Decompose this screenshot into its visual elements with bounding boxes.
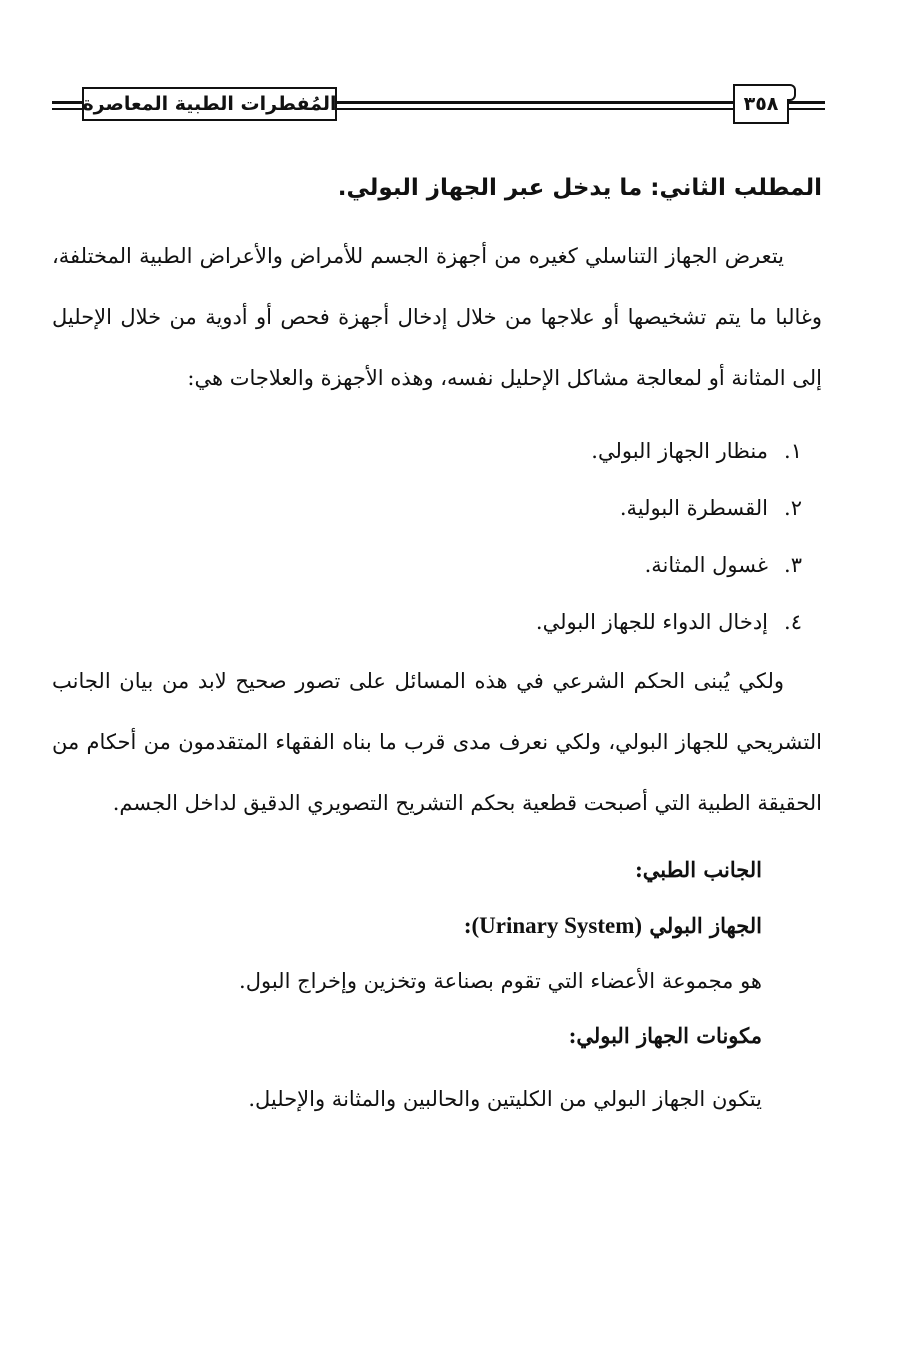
- urinary-system-heading-ar: الجهاز البولي: [649, 913, 762, 938]
- page-number-tag: [733, 84, 789, 124]
- section-heading-title: ما يدخل عبر الجهاز البولي.: [337, 175, 643, 201]
- components-text: يتكون الجهاز البولي من الكليتين والحالبين والمثانة والإحليل.: [248, 1087, 762, 1111]
- urinary-system-definition: هو مجموعة الأعضاء التي تقوم بصناعة وتخزين وإخراج البول.: [239, 969, 762, 993]
- list-item: [52, 480, 802, 537]
- urinary-system-heading-colon: :: [463, 913, 472, 938]
- running-header: [52, 84, 825, 128]
- list-item-text: القسطرة البولية.: [619, 496, 768, 520]
- book-title: المُفطرات الطبية المعاصرة: [82, 93, 337, 115]
- list-item-number: ٣.: [784, 553, 802, 577]
- list-item-number: ٤.: [784, 610, 802, 634]
- treatments-list: [52, 423, 822, 651]
- components-heading: مكونات الجهاز البولي:: [568, 1023, 762, 1048]
- urinary-system-heading-en: (Urinary System): [471, 913, 643, 938]
- list-item-text: إدخال الدواء للجهاز البولي.: [535, 610, 768, 634]
- anatomy-intro-paragraph: ولكي يُبنى الحكم الشرعي في هذه المسائل على تصور صحيح لابد من بيان الجانب التشريحي للجهاز البولي، ولكي نعرف مدى قرب ما بناه الفقهاء المتقدمون من أحكام من الحقيقة الطبية التي أصبحت قطعية بحكم التشريح التصويري الدقيق لداخل الجسم.: [52, 669, 822, 815]
- list-item-number: ١.: [784, 439, 802, 463]
- spacer: [52, 834, 822, 842]
- list-item-text: منظار الجهاز البولي.: [591, 439, 768, 463]
- section-heading-label: المطلب الثاني:: [650, 175, 822, 201]
- list-item: [52, 423, 802, 480]
- header-rule-left: [52, 101, 82, 110]
- header-rule-right: [789, 101, 825, 110]
- list-item: [52, 594, 802, 651]
- book-title-box: [82, 87, 337, 121]
- medical-aspect-heading: الجانب الطبي:: [634, 857, 762, 882]
- spacer: [52, 1064, 822, 1072]
- section-heading: [52, 168, 822, 208]
- page-number: ٣٥٨: [743, 93, 779, 115]
- list-item: [52, 537, 802, 594]
- list-item-number: ٢.: [784, 496, 802, 520]
- spacer: [52, 409, 822, 423]
- intro-paragraph: يتعرض الجهاز التناسلي كغيره من أجهزة الجسم للأمراض والأعراض الطبية المختلفة، وغالبا ما يتم تشخيصها أو علاجها من خلال إدخال أجهزة فحص أو أدوية من خلال الإحليل إلى المثانة أو لمعالجة مشاكل الإحليل نفسه، وهذه الأجهزة والعلاجات هي:: [52, 244, 822, 390]
- page-content: [52, 168, 822, 1126]
- list-item-text: غسول المثانة.: [644, 553, 768, 577]
- urinary-system-heading: [52, 898, 822, 954]
- header-rule-middle: [337, 101, 783, 110]
